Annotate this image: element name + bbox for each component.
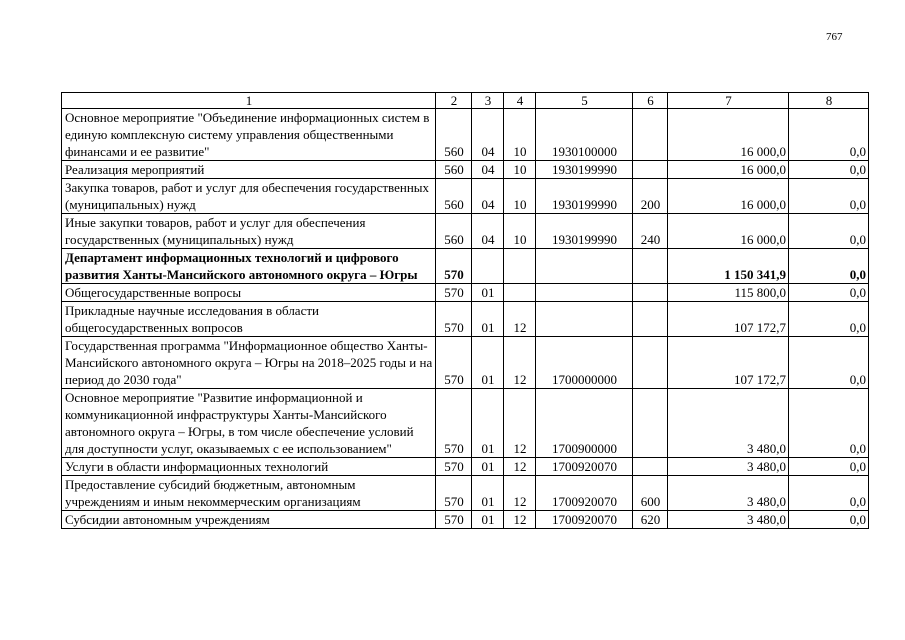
target-article-code: 1930100000 <box>536 109 633 161</box>
subsection-code: 12 <box>504 511 536 529</box>
table-row <box>62 179 869 214</box>
section-code: 01 <box>472 337 504 389</box>
expense-type-code: 200 <box>633 179 668 214</box>
target-article-code <box>536 302 633 337</box>
item-name: Прикладные научные исследования в области общегосударственных вопросов <box>62 302 436 337</box>
item-name: Субсидии автономным учреждениям <box>62 511 436 529</box>
amount-total: 16 000,0 <box>668 179 789 214</box>
ministry-code: 570 <box>436 302 472 337</box>
expense-type-code: 240 <box>633 214 668 249</box>
amount-subventions: 0,0 <box>789 389 869 458</box>
table-row <box>62 302 869 337</box>
section-code: 04 <box>472 109 504 161</box>
target-article-code: 1930199990 <box>536 161 633 179</box>
subsection-code: 12 <box>504 302 536 337</box>
section-code <box>472 249 504 284</box>
ministry-code: 560 <box>436 109 472 161</box>
amount-total: 16 000,0 <box>668 161 789 179</box>
table-row <box>62 284 869 302</box>
table-row <box>62 214 869 249</box>
target-article-code: 1930199990 <box>536 179 633 214</box>
table-row <box>62 458 869 476</box>
target-article-code <box>536 284 633 302</box>
column-header: 2 <box>436 93 472 109</box>
table-header-row <box>62 93 869 109</box>
amount-total: 107 172,7 <box>668 302 789 337</box>
column-header: 5 <box>536 93 633 109</box>
page-number: 767 <box>826 31 843 43</box>
amount-subventions: 0,0 <box>789 337 869 389</box>
section-code: 01 <box>472 302 504 337</box>
item-name: Иные закупки товаров, работ и услуг для обеспечения государственных (муниципальных) нужд <box>62 214 436 249</box>
amount-total: 16 000,0 <box>668 214 789 249</box>
subsection-code: 10 <box>504 214 536 249</box>
item-name: Услуги в области информационных технологий <box>62 458 436 476</box>
subsection-code: 10 <box>504 179 536 214</box>
section-code: 04 <box>472 214 504 249</box>
amount-total: 3 480,0 <box>668 458 789 476</box>
subsection-code: 12 <box>504 389 536 458</box>
amount-subventions: 0,0 <box>789 249 869 284</box>
amount-subventions: 0,0 <box>789 302 869 337</box>
item-name: Основное мероприятие "Развитие информационной и коммуникационной инфраструктуры Ханты-Мансийского автономного округа – Югры, в том числе обеспечение условий для доступности услуг, оказываемых с ее использованием" <box>62 389 436 458</box>
section-code: 01 <box>472 476 504 511</box>
budget-table <box>61 92 869 529</box>
amount-subventions: 0,0 <box>789 161 869 179</box>
expense-type-code: 620 <box>633 511 668 529</box>
expense-type-code <box>633 458 668 476</box>
subsection-code: 10 <box>504 109 536 161</box>
target-article-code: 1700000000 <box>536 337 633 389</box>
expense-type-code: 600 <box>633 476 668 511</box>
expense-type-code <box>633 161 668 179</box>
amount-total: 1 150 341,9 <box>668 249 789 284</box>
column-header: 3 <box>472 93 504 109</box>
amount-total: 3 480,0 <box>668 476 789 511</box>
section-code: 01 <box>472 389 504 458</box>
expense-type-code <box>633 302 668 337</box>
table-row <box>62 337 869 389</box>
ministry-code: 560 <box>436 214 472 249</box>
item-name: Реализация мероприятий <box>62 161 436 179</box>
amount-total: 115 800,0 <box>668 284 789 302</box>
amount-subventions: 0,0 <box>789 179 869 214</box>
expense-type-code <box>633 389 668 458</box>
subsection-code: 12 <box>504 337 536 389</box>
amount-subventions: 0,0 <box>789 214 869 249</box>
amount-total: 3 480,0 <box>668 389 789 458</box>
section-code: 04 <box>472 179 504 214</box>
expense-type-code <box>633 337 668 389</box>
subsection-code <box>504 284 536 302</box>
target-article-code: 1700900000 <box>536 389 633 458</box>
item-name: Департамент информационных технологий и цифрового развития Ханты-Мансийского автономного округа – Югры <box>62 249 436 284</box>
subsection-code: 10 <box>504 161 536 179</box>
ministry-code: 570 <box>436 249 472 284</box>
amount-subventions: 0,0 <box>789 458 869 476</box>
column-header: 6 <box>633 93 668 109</box>
ministry-code: 570 <box>436 284 472 302</box>
amount-subventions: 0,0 <box>789 476 869 511</box>
subsection-code <box>504 249 536 284</box>
table-row-department <box>62 249 869 284</box>
ministry-code: 570 <box>436 476 472 511</box>
expense-type-code <box>633 109 668 161</box>
section-code: 04 <box>472 161 504 179</box>
amount-subventions: 0,0 <box>789 284 869 302</box>
amount-subventions: 0,0 <box>789 109 869 161</box>
item-name: Предоставление субсидий бюджетным, автономным учреждениям и иным некоммерческим организациям <box>62 476 436 511</box>
target-article-code: 1700920070 <box>536 476 633 511</box>
ministry-code: 560 <box>436 161 472 179</box>
subsection-code: 12 <box>504 458 536 476</box>
table-row <box>62 109 869 161</box>
amount-total: 3 480,0 <box>668 511 789 529</box>
item-name: Общегосударственные вопросы <box>62 284 436 302</box>
column-header: 7 <box>668 93 789 109</box>
amount-subventions: 0,0 <box>789 511 869 529</box>
subsection-code: 12 <box>504 476 536 511</box>
column-header: 8 <box>789 93 869 109</box>
section-code: 01 <box>472 458 504 476</box>
ministry-code: 570 <box>436 389 472 458</box>
table-row <box>62 161 869 179</box>
table-row <box>62 511 869 529</box>
expense-type-code <box>633 249 668 284</box>
target-article-code: 1700920070 <box>536 458 633 476</box>
table-row <box>62 476 869 511</box>
column-header: 4 <box>504 93 536 109</box>
ministry-code: 570 <box>436 511 472 529</box>
target-article-code: 1700920070 <box>536 511 633 529</box>
item-name: Государственная программа "Информационное общество Ханты-Мансийского автономного округа – Югры на 2018–2025 годы и на период до 2030 года" <box>62 337 436 389</box>
amount-total: 107 172,7 <box>668 337 789 389</box>
target-article-code: 1930199990 <box>536 214 633 249</box>
column-header: 1 <box>62 93 436 109</box>
table-row <box>62 389 869 458</box>
item-name: Основное мероприятие "Объединение информационных систем в единую комплексную систему управления общественными финансами и ее развитие" <box>62 109 436 161</box>
ministry-code: 560 <box>436 179 472 214</box>
ministry-code: 570 <box>436 337 472 389</box>
section-code: 01 <box>472 284 504 302</box>
item-name: Закупка товаров, работ и услуг для обеспечения государственных (муниципальных) нужд <box>62 179 436 214</box>
expense-type-code <box>633 284 668 302</box>
target-article-code <box>536 249 633 284</box>
section-code: 01 <box>472 511 504 529</box>
ministry-code: 570 <box>436 458 472 476</box>
amount-total: 16 000,0 <box>668 109 789 161</box>
